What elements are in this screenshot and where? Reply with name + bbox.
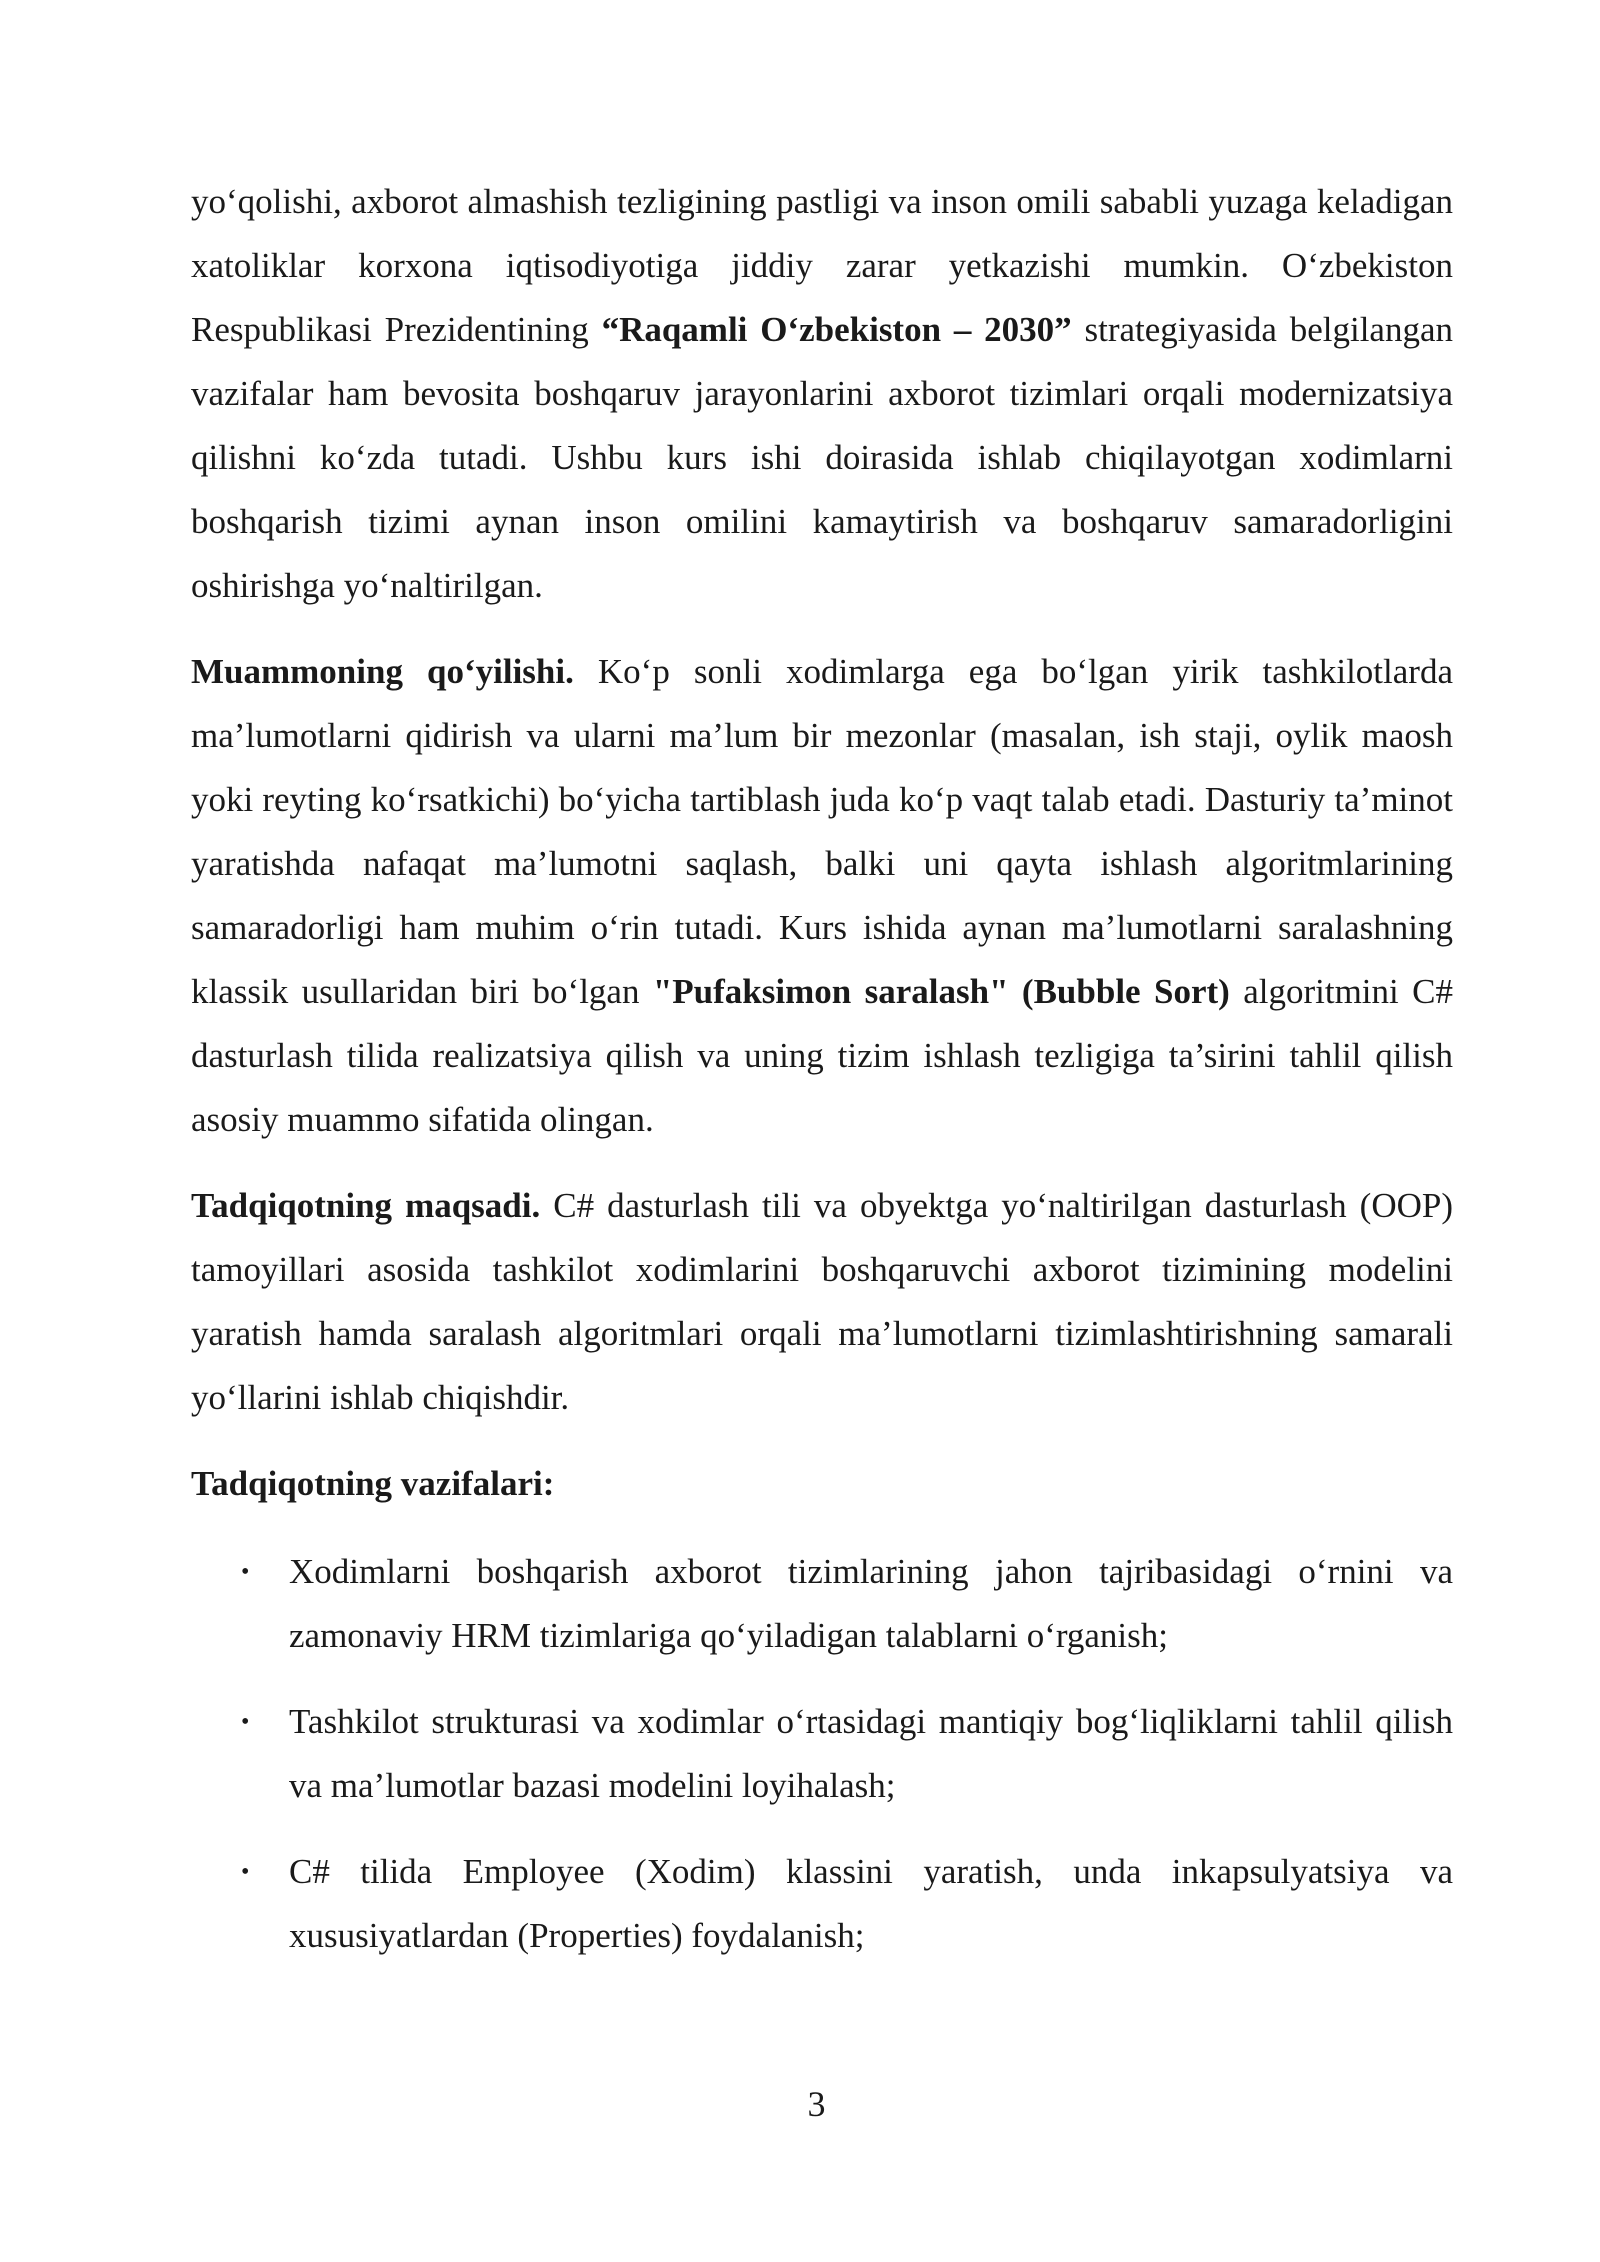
problem-text-1: Ko‘p sonli xodimlarga ega bo‘lgan yirik tashkilotlarda ma’lumotlarni qidirish va ularni ma’lum bir mezonlar (masalan, ish staji, oylik maosh yoki reyting ko‘rsatkichi) bo‘yicha tartiblash juda ko‘p vaqt talab etadi. Dasturiy ta’minot yaratishda nafaqat ma’lumotni saqlash, balki uni qayta ishlash algoritmlarining samaradorligi ham muhim o‘rin tutadi. Kurs ishida aynan ma’lumotlarni saralashning klassik usullaridan biri bo‘lgan (191, 652, 1453, 1011)
algorithm-name: "Pufaksimon saralash" (Bubble Sort) (652, 972, 1230, 1011)
list-item (191, 1540, 1453, 1668)
tasks-heading: Tadqiqotning vazifalari: (191, 1464, 555, 1503)
intro-paragraph (191, 170, 1453, 618)
intro-text-2: strategiyasida belgilangan vazifalar ham bevosita boshqaruv jarayonlarini axborot tizimlari orqali modernizatsiya qilishni ko‘zda tutadi. Ushbu kurs ishi doirasida ishlab chiqilayotgan xodimlarni boshqarish tizimi aynan inson omilini kamaytirish va boshqaruv samaradorligini oshirishga yo‘naltirilgan. (191, 310, 1453, 605)
bullet-icon: • (241, 1709, 250, 1735)
goal-paragraph (191, 1174, 1453, 1430)
bullet-icon: • (241, 1859, 250, 1885)
list-item-text: Xodimlarni boshqarish axborot tizimlarining jahon tajribasidagi o‘rnini va zamonaviy HRM tizimlariga qo‘yiladigan talablarni o‘rganish; (289, 1552, 1453, 1655)
strategy-name: “Raqamli O‘zbekiston – 2030” (601, 310, 1072, 349)
problem-label: Muammoning qo‘yilishi. (191, 652, 574, 691)
intro-text-1: yo‘qolishi, axborot almashish tezligining pastligi va inson omili sababli yuzaga keladigan xatoliklar korxona iqtisodiyotiga jiddiy zarar yetkazishi mumkin. O‘zbekiston Respublikasi Prezidentining (191, 182, 1453, 349)
problem-paragraph (191, 640, 1453, 1152)
list-item-text: Tashkilot strukturasi va xodimlar o‘rtasidagi mantiqiy bog‘liqliklarni tahlil qilish va ma’lumotlar bazasi modelini loyihalash; (289, 1702, 1453, 1805)
goal-label: Tadqiqotning maqsadi. (191, 1186, 541, 1225)
document-page (191, 170, 1453, 1990)
problem-text-2: algoritmini C# dasturlash tilida realizatsiya qilish va uning tizim ishlash tezligiga ta’sirini tahlil qilish asosiy muammo sifatida olingan. (191, 972, 1453, 1139)
list-item (191, 1690, 1453, 1818)
bullet-icon: • (241, 1559, 250, 1585)
goal-text: C# dasturlash tili va obyektga yo‘naltirilgan dasturlash (OOP) tamoyillari asosida tashkilot xodimlarini boshqaruvchi axborot tizimining modelini yaratish hamda saralash algoritmlari orqali ma’lumotlarni tizimlashtirishning samarali yo‘llarini ishlab chiqishdir. (191, 1186, 1453, 1417)
page-number: 3 (807, 2084, 826, 2124)
tasks-list (191, 1540, 1453, 1968)
list-item (191, 1840, 1453, 1968)
list-item-text: C# tilida Employee (Xodim) klassini yaratish, unda inkapsulyatsiya va xususiyatlardan (Properties) foydalanish; (289, 1852, 1453, 1955)
